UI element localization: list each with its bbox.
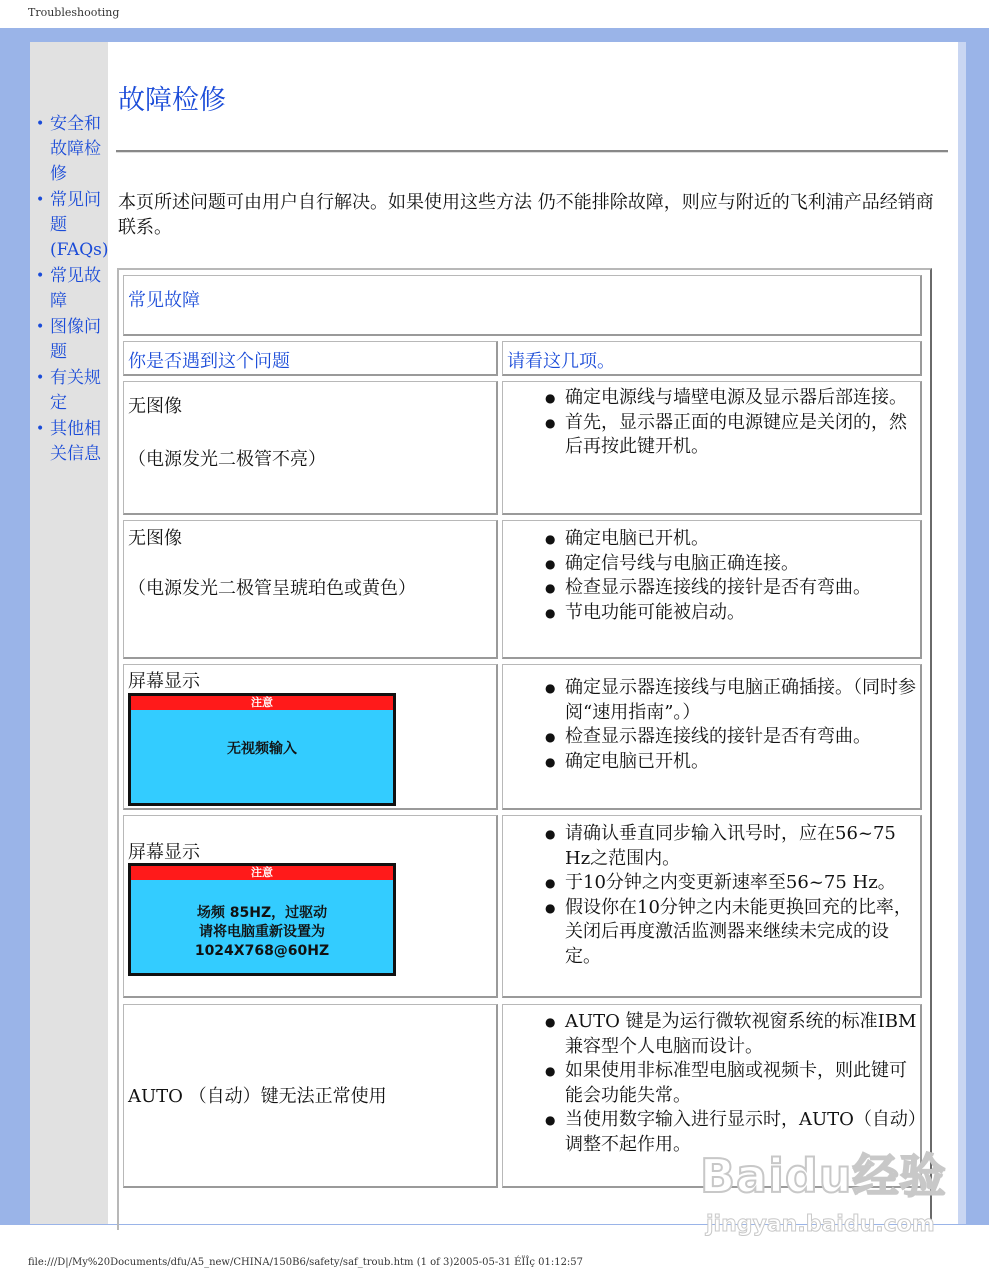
list-item: ● 节电功能可能被启动。 [565,601,920,626]
sidebar-link[interactable]: 其他相关信息 [50,419,101,464]
table-row-checks [502,520,922,659]
list-item: ● 当使用数字输入进行显示时，AUTO（自动）调整不起作用。 [565,1108,920,1157]
sidebar-link[interactable]: 常见故障 [50,266,101,311]
sidebar-item-faqs[interactable] [34,188,108,263]
list-item: ● 确定显示器连接线与电脑正确插接。（同时参阅“速用指南”。） [565,676,920,725]
bullet-icon: • [36,421,45,437]
problem-text: 无图像 [128,396,182,417]
baidu-watermark [700,1140,950,1270]
sidebar-item-safety[interactable] [34,112,108,187]
osd-message-line: 1024X768@60HZ [194,943,330,959]
sidebar-item-other-info[interactable] [34,417,108,467]
table-row-problem [123,1004,498,1188]
osd-message-line: 场频 85HZ，过驱动 [196,905,328,921]
list-item: ● 检查显示器连接线的接针是否有弯曲。 [565,576,920,601]
page-title: 故障检修 [118,85,226,116]
bullet-icon: • [36,116,45,132]
osd-screen-no-input [128,693,396,806]
list-item: ● 确定信号线与电脑正确连接。 [565,552,920,577]
list-item: ● 确定电源线与墙壁电源及显示器后部连接。 [565,386,920,411]
sidebar-link[interactable]: 图像问题 [50,317,101,362]
column-header-problem [123,341,498,376]
list-item: ● 确定电脑已开机。 [565,750,920,775]
list-item: ● 假设你在10分钟之内未能更换回充的比率，关闭后再度激活监测器来继续未完成的设定。 [565,896,920,970]
list-item: ● 首先，显示器正面的电源键应是关闭的，然后再按此键开机。 [565,411,920,460]
bullet-icon: • [36,319,45,335]
sidebar-nav [34,112,108,468]
problem-subtext: （电源发光二极管呈琥珀色或黄色） [128,578,416,599]
sidebar-item-image-problems[interactable] [34,315,108,365]
check-list [503,386,920,460]
list-item: ● 如果使用非标准型电脑或视频卡，则此键可能会功能失常。 [565,1059,920,1108]
bullet-icon: • [36,268,45,284]
bullet-icon: • [36,192,45,208]
osd-message: 无视频输入 [227,741,297,757]
sidebar-item-common-faults[interactable] [34,264,108,314]
list-item: ● 确定电脑已开机。 [565,527,920,552]
osd-title-bar: 注意 [131,696,393,710]
problem-subtext: （电源发光二极管不亮） [128,449,326,470]
column-header-check-text: 请看这几项。 [507,351,615,372]
frame-right-bar [958,42,966,1224]
column-header-check [502,341,922,376]
bullet-icon: • [36,370,45,386]
column-header-problem-text: 你是否遇到这个问题 [128,351,290,372]
table-row-checks [502,381,922,515]
intro-paragraph: 本页所述问题可由用户自行解决。如果使用这些方法 仍不能排除故障，则应与附近的飞利浦产品经销商联系。 [118,192,934,238]
list-item: ● 检查显示器连接线的接针是否有弯曲。 [565,725,920,750]
osd-screen-over-range [128,863,396,976]
print-footer: file:///D|/My%20Documents/dfu/A5_new/CHINA/150B6/safety/saf_troub.htm (1 of 3)2005-05-31 ÉÏÎç 01:12:57 [28,1257,584,1268]
list-item: ● AUTO 键是为运行微软视窗系统的标准IBM兼容型个人电脑而设计。 [565,1010,920,1059]
table-row-problem [123,381,498,515]
sidebar-link[interactable]: 安全和故障检修 [50,114,101,184]
watermark-url: jingyan.baidu.com [706,1212,935,1237]
table-row-checks [502,815,922,998]
check-list [503,822,920,969]
check-list [503,527,920,625]
table-row-checks [502,664,922,810]
problem-text: 屏幕显示 [128,842,200,863]
list-item: ● 于10分钟之内变更新速率至56~75 Hz。 [565,871,920,896]
list-item: ● 请确认垂直同步输入讯号时，应在56~75 Hz之范围内。 [565,822,920,871]
sidebar-item-regulations[interactable] [34,366,108,416]
print-header: Troubleshooting [28,6,120,19]
osd-title-bar: 注意 [131,866,393,880]
table-row-problem [123,520,498,659]
check-list [503,1010,920,1157]
sidebar-link[interactable]: 有关规定 [50,368,101,413]
sidebar-link[interactable]: 常见问题(FAQs) [50,190,109,260]
problem-text: 无图像 [128,528,182,549]
title-divider [116,150,948,153]
problem-text: 屏幕显示 [128,671,200,692]
table-section-title [123,275,922,336]
section-title-text: 常见故障 [128,290,200,311]
osd-message-line: 请将电脑重新设置为 [199,924,325,940]
watermark-logo: Baidu经验 [700,1149,947,1203]
problem-text: AUTO （自动）键无法正常使用 [128,1086,387,1107]
check-list [503,676,920,774]
